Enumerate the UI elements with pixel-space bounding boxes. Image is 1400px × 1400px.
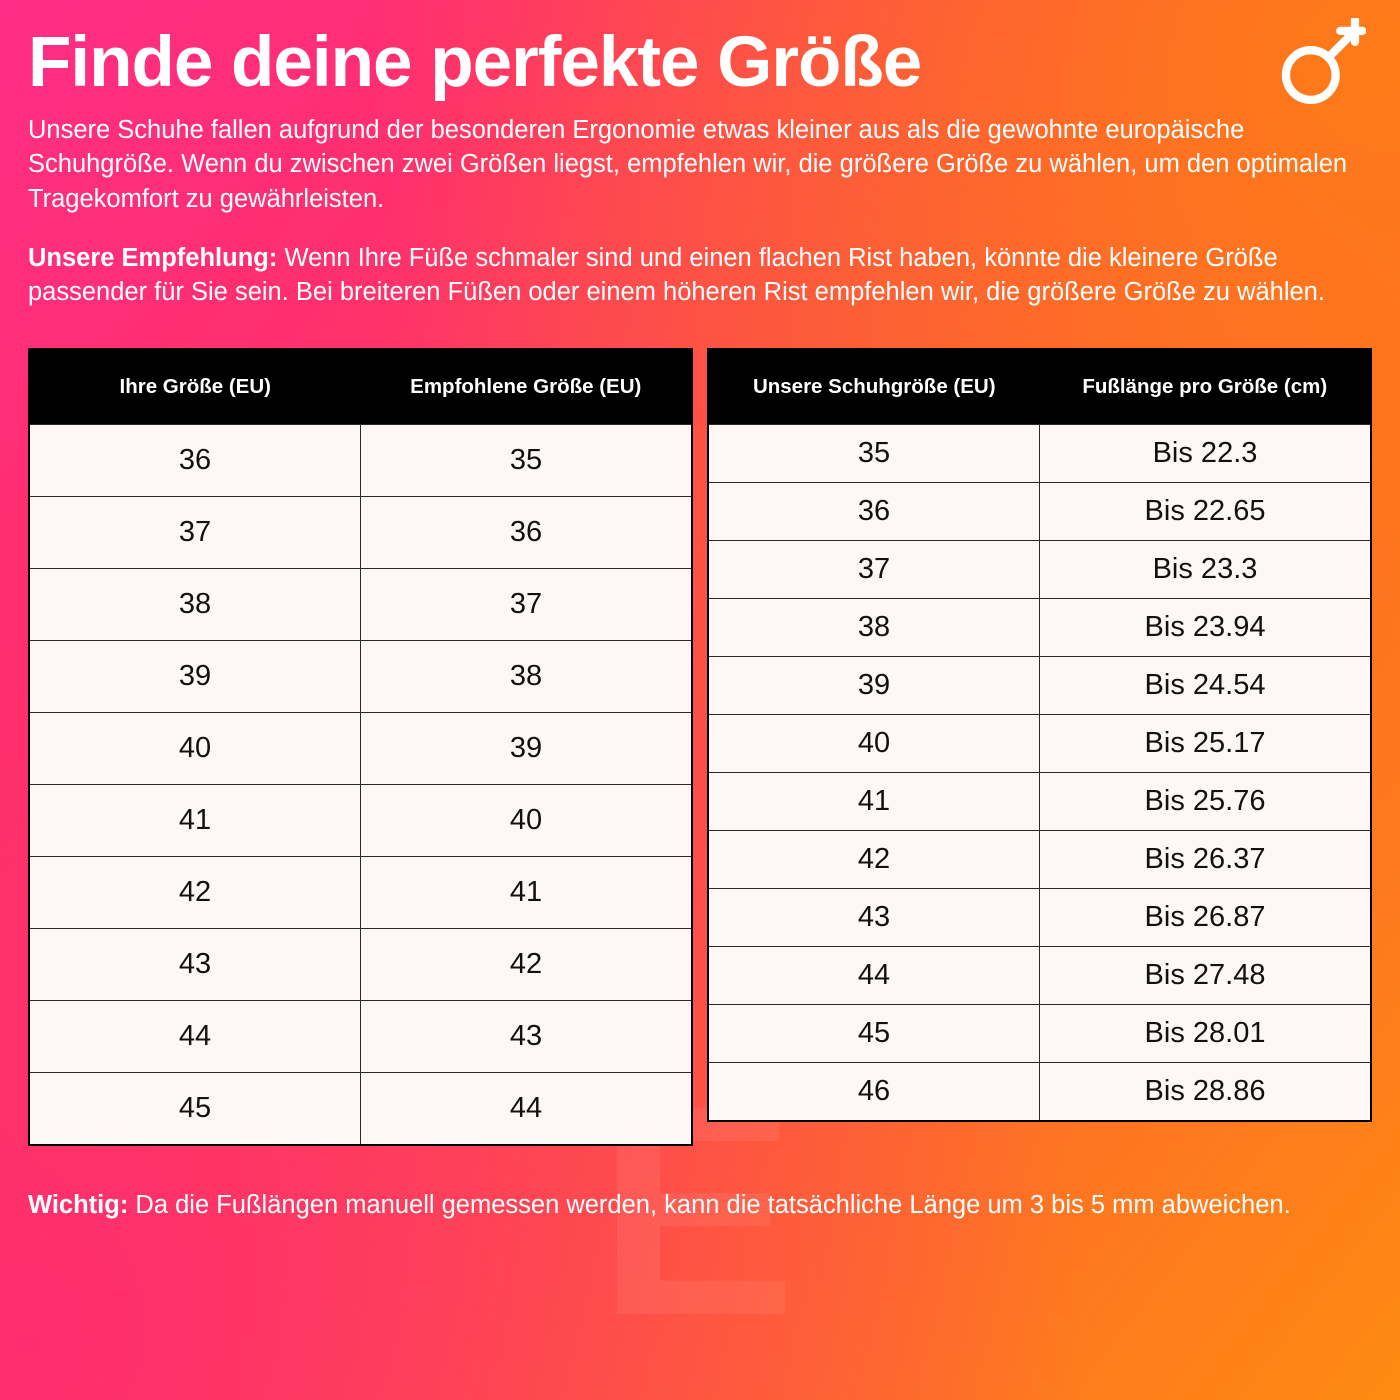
cell-our-size: 43 [708,888,1040,946]
table-row [708,946,1371,1004]
length-table-head [708,349,1371,425]
table-row [708,540,1371,598]
table-row [29,856,692,928]
table-row [708,888,1371,946]
size-table-wrap [28,348,693,1146]
cell-our-size: 37 [708,540,1040,598]
table-row [708,1062,1371,1121]
cell-foot-length: Bis 26.37 [1040,830,1372,888]
cell-our-size: 42 [708,830,1040,888]
cell-our-size: 41 [708,772,1040,830]
cell-your-size: 41 [29,784,361,856]
table-row [708,598,1371,656]
cell-our-size: 38 [708,598,1040,656]
page-title: Finde deine perfekte Größe [28,23,922,102]
cell-our-size: 45 [708,1004,1040,1062]
tables-container [22,348,1378,1146]
cell-recommended-size: 35 [361,424,693,496]
table-row [29,784,692,856]
cell-your-size: 44 [29,1000,361,1072]
length-table-body [708,424,1371,1121]
cell-your-size: 36 [29,424,361,496]
table-row [29,424,692,496]
table-row [708,714,1371,772]
table-row [29,712,692,784]
size-conversion-table [28,348,693,1146]
cell-foot-length: Bis 22.65 [1040,482,1372,540]
cell-recommended-size: 44 [361,1072,693,1145]
recommendation-text: Wenn Ihre Füße schmaler sind und einen flachen Rist haben, könnte die kleinere Größe passender für Sie sein. Bei breiteren Füßen oder einem höheren Rist empfehlen wir, die größere Größe zu wählen. [28,243,1325,307]
cell-our-size: 35 [708,424,1040,482]
cell-your-size: 40 [29,712,361,784]
cell-foot-length: Bis 23.3 [1040,540,1372,598]
cell-recommended-size: 40 [361,784,693,856]
size-table-head [29,349,692,425]
table-header-row [29,349,692,425]
cell-recommended-size: 41 [361,856,693,928]
cell-foot-length: Bis 23.94 [1040,598,1372,656]
table-header-row [708,349,1371,425]
table-row [708,424,1371,482]
cell-foot-length: Bis 22.3 [1040,424,1372,482]
length-table-wrap [707,348,1372,1146]
cell-your-size: 43 [29,928,361,1000]
cell-foot-length: Bis 27.48 [1040,946,1372,1004]
table-row [29,1000,692,1072]
length-table-header-our-size: Unsere Schuhgröße (EU) [708,349,1040,425]
length-table-header-foot-length: Fußlänge pro Größe (cm) [1040,349,1372,425]
recommendation-paragraph [22,241,1378,310]
table-row [708,656,1371,714]
intro-paragraph: Unsere Schuhe fallen aufgrund der besonderen Ergonomie etwas kleiner aus als die gewohnte europäische Schuhgröße. Wenn du zwischen zwei Größen liegst, empfehlen wir, die größere Größe zu wählen, um den optimalen Tragekomfort zu gewährleisten. [28,115,1348,213]
cell-foot-length: Bis 28.01 [1040,1004,1372,1062]
table-row [708,830,1371,888]
table-row [708,1004,1371,1062]
recommendation-label: Unsere Empfehlung: [28,243,278,272]
cell-our-size: 36 [708,482,1040,540]
note-label: Wichtig: [28,1190,129,1219]
cell-recommended-size: 42 [361,928,693,1000]
cell-your-size: 45 [29,1072,361,1145]
important-note [22,1188,1378,1223]
table-row [29,496,692,568]
cell-your-size: 37 [29,496,361,568]
cell-recommended-size: 38 [361,640,693,712]
cell-recommended-size: 43 [361,1000,693,1072]
cell-recommended-size: 39 [361,712,693,784]
cell-foot-length: Bis 28.86 [1040,1062,1372,1121]
table-row [29,640,692,712]
cell-your-size: 39 [29,640,361,712]
table-row [708,772,1371,830]
foot-length-table [707,348,1372,1122]
cell-your-size: 38 [29,568,361,640]
size-table-header-recommended-size: Empfohlene Größe (EU) [361,349,693,425]
cell-foot-length: Bis 25.76 [1040,772,1372,830]
cell-foot-length: Bis 25.17 [1040,714,1372,772]
table-row [29,1072,692,1145]
cell-recommended-size: 36 [361,496,693,568]
cell-foot-length: Bis 24.54 [1040,656,1372,714]
note-text: Da die Fußlängen manuell gemessen werden, kann die tatsächliche Länge um 3 bis 5 mm abweichen. [128,1190,1291,1219]
table-row [708,482,1371,540]
size-table-body [29,424,692,1145]
cell-foot-length: Bis 26.87 [1040,888,1372,946]
cell-your-size: 42 [29,856,361,928]
cell-our-size: 44 [708,946,1040,1004]
table-row [29,568,692,640]
cell-our-size: 39 [708,656,1040,714]
cell-recommended-size: 37 [361,568,693,640]
size-table-header-your-size: Ihre Größe (EU) [29,349,361,425]
background-watermark: E [596,1042,804,1378]
table-row [29,928,692,1000]
cell-our-size: 46 [708,1062,1040,1121]
cell-our-size: 40 [708,714,1040,772]
